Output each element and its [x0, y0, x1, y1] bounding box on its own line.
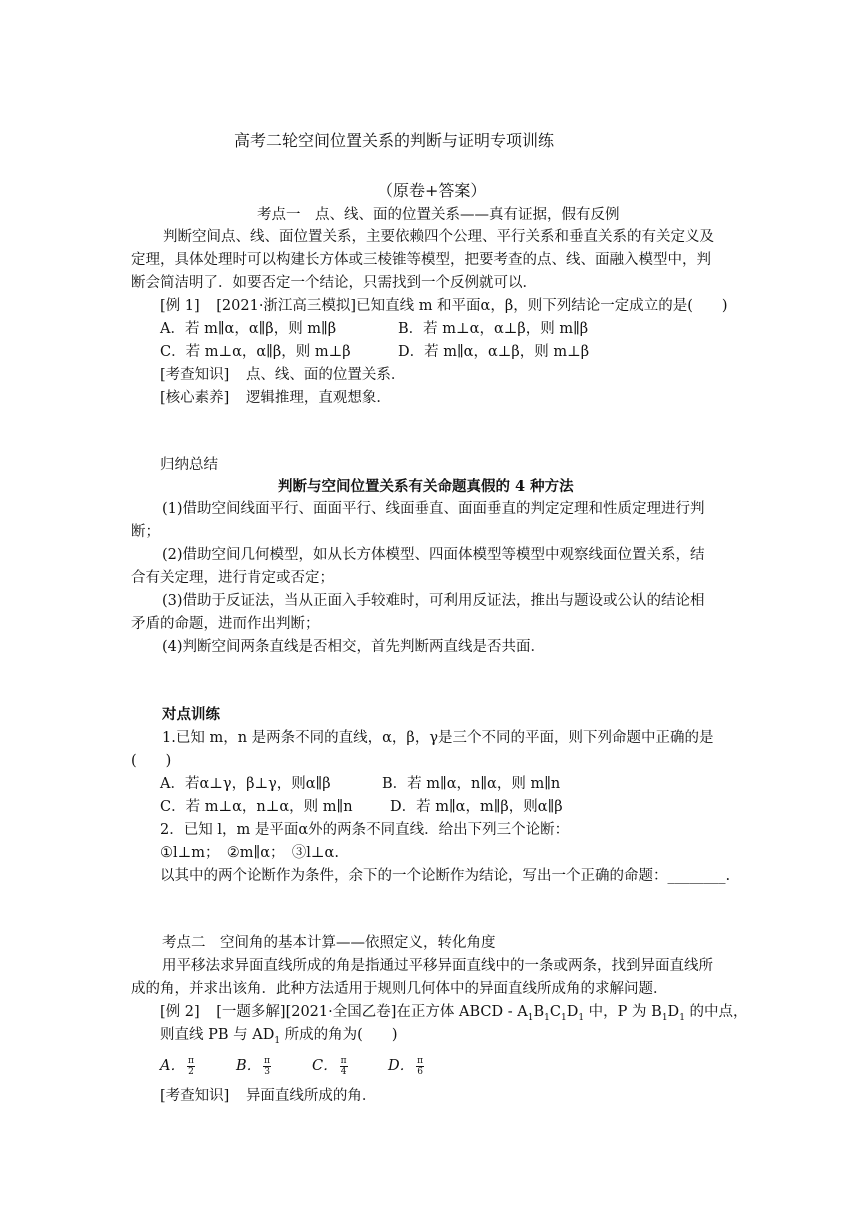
core-label: [核心素养] — [160, 390, 230, 406]
summary-item: 矛盾的命题，进而作出判断； — [131, 616, 320, 632]
question1-option-d: D．若 m∥α，m∥β，则α∥β — [390, 799, 563, 815]
example2-text: [一题多解][2021·全国乙卷]在正方体 ABCD - $A_1B_1C_1D_1$ 中，P 为 $B_1D_1$ 的中点， — [216, 1004, 748, 1023]
practice-label: 对点训练 — [162, 706, 220, 723]
summary-label: 归纳总结 — [160, 457, 218, 473]
document-subtitle: （原卷+答案） — [377, 181, 487, 200]
example1-core — [160, 387, 391, 409]
example1-text: [2021·浙江高三模拟]已知直线 m 和平面α，β，则下列结论一定成立的是( ) — [216, 298, 728, 314]
question1-option-a: A．若α⊥γ，β⊥γ，则α∥β — [160, 776, 331, 792]
question2-stem: 2．已知 l，m 是平面α外的两条不同直线．给出下列三个论断： — [160, 822, 570, 838]
example1-options-row — [160, 318, 588, 340]
example1-option-c: C．若 m⊥α，α∥β，则 m⊥β — [160, 344, 351, 360]
example2-stem-line2: 则直线 PB 与 $AD_1$ 所成的角为( ) — [160, 1027, 398, 1046]
example2-options-row — [160, 1052, 464, 1080]
summary-item: (2)借助空间几何模型，如从长方体模型、四面体模型等模型中观察线面位置关系，结 — [162, 547, 705, 563]
question1-option-c: C．若 m⊥α，n⊥α，则 m∥n — [160, 799, 353, 815]
section2-intro-line: 用平移法求异面直线所成的角是指通过平移异面直线中的一条或两条，找到异面直线所 — [162, 958, 713, 974]
example2-label: [例 2] — [160, 1004, 200, 1020]
section1-intro-line: 判断空间点、线、面位置关系，主要依赖四个公理、平行关系和垂直关系的有关定义及 — [163, 229, 714, 245]
question1-stem: 1.已知 m，n 是两条不同的直线，α，β，γ是三个不同的平面，则下列命题中正确的是 — [162, 730, 714, 746]
document-title: 高考二轮空间位置关系的判断与证明专项训练 — [234, 131, 555, 150]
example1-option-a: A．若 m∥α，α∥β，则 m∥β — [160, 321, 337, 337]
summary-item: 合有关定理，进行肯定或否定； — [131, 570, 334, 586]
question1-options-row — [160, 796, 563, 818]
example1-stem — [160, 295, 728, 317]
question1-option-b: B．若 m∥α，n∥α，则 m∥n — [382, 776, 561, 792]
summary-item: 断； — [131, 524, 160, 540]
section2-heading: 考点二 空间角的基本计算——依照定义，转化角度 — [162, 935, 496, 951]
knowledge-text: 点、线、面的位置关系． — [245, 367, 406, 383]
example2-option-a: A． $\frac{\pi}{2}$ — [160, 1055, 194, 1077]
question1-options-row — [160, 773, 560, 795]
section1-intro-line: 定理，具体处理时可以构建长方体或三棱锥等模型，把要考查的点、线、面融入模型中，判 — [131, 252, 711, 268]
example1-knowledge — [160, 364, 405, 386]
summary-item: (3)借助于反证法，当从正面入手较难时，可利用反证法，推出与题设或公认的结论相 — [162, 593, 705, 609]
section2-intro-line: 成的角，并求出该角．此种方法适用于规则几何体中的异面直线所成角的求解问题． — [131, 981, 668, 997]
knowledge-text: 异面直线所成的角． — [245, 1088, 377, 1104]
section1-heading: 考点一 点、线、面的位置关系——真有证据，假有反例 — [257, 207, 620, 223]
example2-knowledge — [160, 1085, 376, 1107]
example2-option-d: D． $\frac{\pi}{6}$ — [388, 1055, 424, 1077]
question2-instruction: 以其中的两个论断作为条件，余下的一个论断作为结论，写出一个正确的命题：________. — [160, 868, 731, 884]
example1-options-row — [160, 341, 589, 363]
question1-paren: ( ) — [131, 753, 172, 769]
core-text: 逻辑推理，直观想象． — [245, 390, 391, 406]
question2-statements: ①l⊥m； ②m∥α； ③l⊥α. — [160, 845, 339, 861]
example1-option-d: D．若 m∥α，α⊥β，则 m⊥β — [398, 344, 590, 360]
example2-option-b: B． $\frac{\pi}{3}$ — [236, 1055, 271, 1077]
knowledge-label: [考查知识] — [160, 1088, 230, 1104]
section1-intro-line: 断会简洁明了．如要否定一个结论，只需找到一个反例就可以． — [131, 275, 537, 291]
example2-option-c: C． $\frac{\pi}{4}$ — [312, 1055, 347, 1077]
summary-item: (4)判断空间两条直线是否相交，首先判断两直线是否共面． — [162, 639, 546, 655]
example1-label: [例 1] — [160, 298, 200, 314]
knowledge-label: [考查知识] — [160, 367, 230, 383]
summary-title: 判断与空间位置关系有关命题真假的 4 种方法 — [278, 478, 574, 495]
example1-option-b: B．若 m⊥α，α⊥β，则 m∥β — [398, 321, 589, 337]
summary-item: (1)借助空间线面平行、面面平行、线面垂直、面面垂直的判定定理和性质定理进行判 — [162, 501, 705, 517]
